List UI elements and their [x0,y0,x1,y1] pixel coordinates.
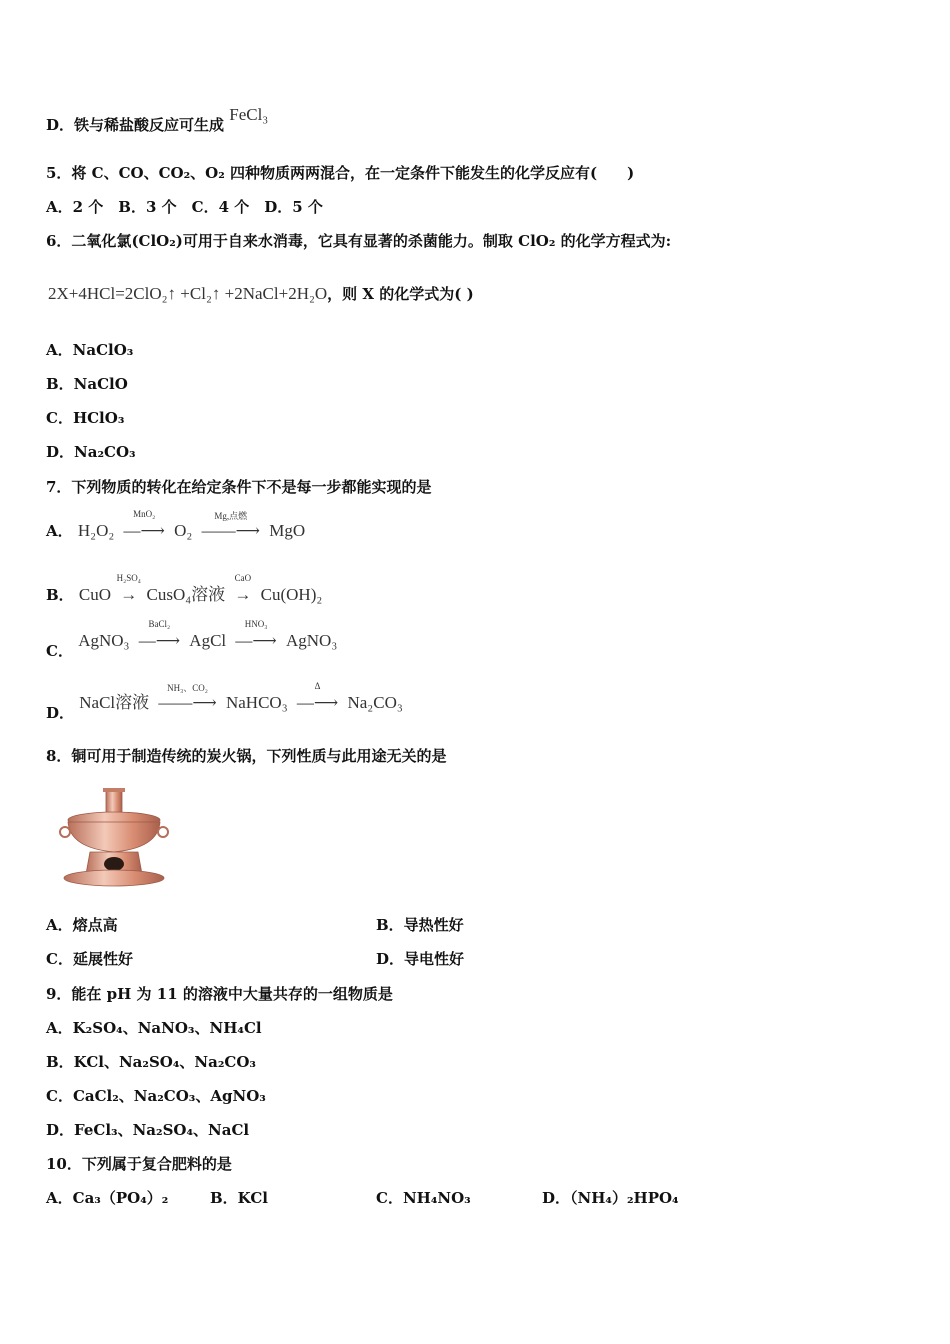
q9-option-a: A．K₂SO₄、NaNO₃、NH₄Cl [46,1019,262,1037]
q7-option-b [46,573,323,605]
q5-options: A．2 个 B．3 个 C．4 个 D．5 个 [46,198,323,216]
q8-option-a: A．熔点高 [46,916,118,934]
q8-options-row1 [46,914,464,935]
q6-option-b: B．NaClO [46,375,128,393]
q6-option-a: A．NaClO₃ [46,341,134,359]
q9-option-c: C．CaCl₂、Na₂CO₃、AgNO₃ [46,1087,266,1105]
q6-question: ，则 X 的化学式为( ) [327,285,474,303]
q7-c-arrow2: HNO₃ —⟶ [231,631,280,651]
q10-option-a: A．Ca₃（PO₄）₂ [46,1189,169,1207]
q7-b-s1: CuO [78,585,112,604]
q7-a-s3: MgO [269,521,306,540]
q7-a-s1: H₂O₂ [77,521,115,540]
q7-c-arrow1: BaCl₂ —⟶ [135,631,184,651]
q6-equation: 2X+4HCl=2ClO₂↑ +Cl₂↑ +2NaCl+2H₂O [48,284,328,303]
q7-c-s3: AgNO₃ [285,631,338,650]
q7-a-label: A． [46,522,73,540]
q7-b-cond2: CaO [234,573,252,583]
q8-stem: 8．铜可用于制造传统的炭火锅，下列性质与此用途无关的是 [46,747,447,765]
q7-b-cond1: H₂SO₄ [116,573,141,583]
q7-b-arrow1: H₂SO₄ → [116,573,141,604]
q10-options [46,1187,906,1207]
q7-stem: 7．下列物质的转化在给定条件下不是每一步都能实现的是 [46,478,432,496]
q6-equation-line [48,283,474,304]
q10-option-c: C．NH₄NO₃ [376,1189,471,1207]
q7-b-s3: Cu(OH)₂ [260,585,323,604]
q4-option-d-formula: FeCl₃ [229,105,269,124]
q7-c-cond2: HNO₃ [244,619,268,629]
q7-a-arrow1: MnO₂ —⟶ [120,521,169,541]
q7-b-arrow2: CaO → [230,585,255,605]
q7-a-cond1: MnO₂ [133,509,156,519]
q6-option-c: C．HClO₃ [46,409,125,427]
q7-c-s2: AgCl [189,631,227,650]
q4-option-d-text: D．铁与稀盐酸反应可生成 [46,116,225,134]
q7-c-s1: AgNO₃ [78,631,130,650]
q8-option-b: B．导热性好 [376,916,464,934]
copper-hotpot-icon [56,782,172,892]
q7-a-cond2: Mg,点燃 [214,511,248,521]
q8-options-row2 [46,948,465,969]
q6-stem: 6．二氧化氯(ClO₂)可用于自来水消毒，它具有显著的杀菌能力。制取 ClO₂ 的化学方程式为: [46,232,672,250]
q7-option-a [46,509,306,541]
q4-option-d [46,105,269,135]
q10-stem: 10．下列属于复合肥料的是 [46,1155,232,1173]
q7-d-s1: NaCl溶液 [79,693,150,712]
q7-d-s3: Na₂CO₃ [347,693,403,712]
q7-option-d [46,681,403,722]
q9-stem: 9．能在 pH 为 11 的溶液中大量共存的一组物质是 [46,985,393,1003]
q7-d-cond2: Δ [314,681,321,691]
q7-b-label: B． [46,586,74,604]
q9-option-d: D．FeCl₃、Na₂SO₄、NaCl [46,1121,250,1139]
copper-hotpot-image [56,782,172,892]
q7-option-c [46,619,338,660]
q8-option-d: D．导电性好 [376,950,465,968]
q7-d-cond1: NH₃、CO₂ [167,683,208,693]
q7-a-arrow2: Mg,点燃 ——⟶ [198,521,264,541]
q7-d-arrow2: Δ —⟶ [293,693,342,713]
q10-option-d: D．（NH₄）₂HPO₄ [542,1189,679,1207]
q7-c-cond1: BaCl₂ [148,619,171,629]
q7-d-arrow1: NH₃、CO₂ ——⟶ [154,693,220,713]
q7-d-s2: NaHCO₃ [225,693,288,712]
q8-option-c: C．延展性好 [46,950,133,968]
q9-option-b: B．KCl、Na₂SO₄、Na₂CO₃ [46,1053,256,1071]
q5-stem: 5．将 C、CO、CO₂、O₂ 四种物质两两混合，在一定条件下能发生的化学反应有( ) [46,164,635,182]
q7-d-label: D． [46,704,75,722]
q6-option-d: D．Na₂CO₃ [46,443,136,461]
q7-c-label: C． [46,642,73,660]
q10-option-b: B．KCl [210,1189,268,1207]
q7-a-s2: O₂ [174,521,193,540]
q7-b-s2: CusO₄溶液 [146,585,226,604]
